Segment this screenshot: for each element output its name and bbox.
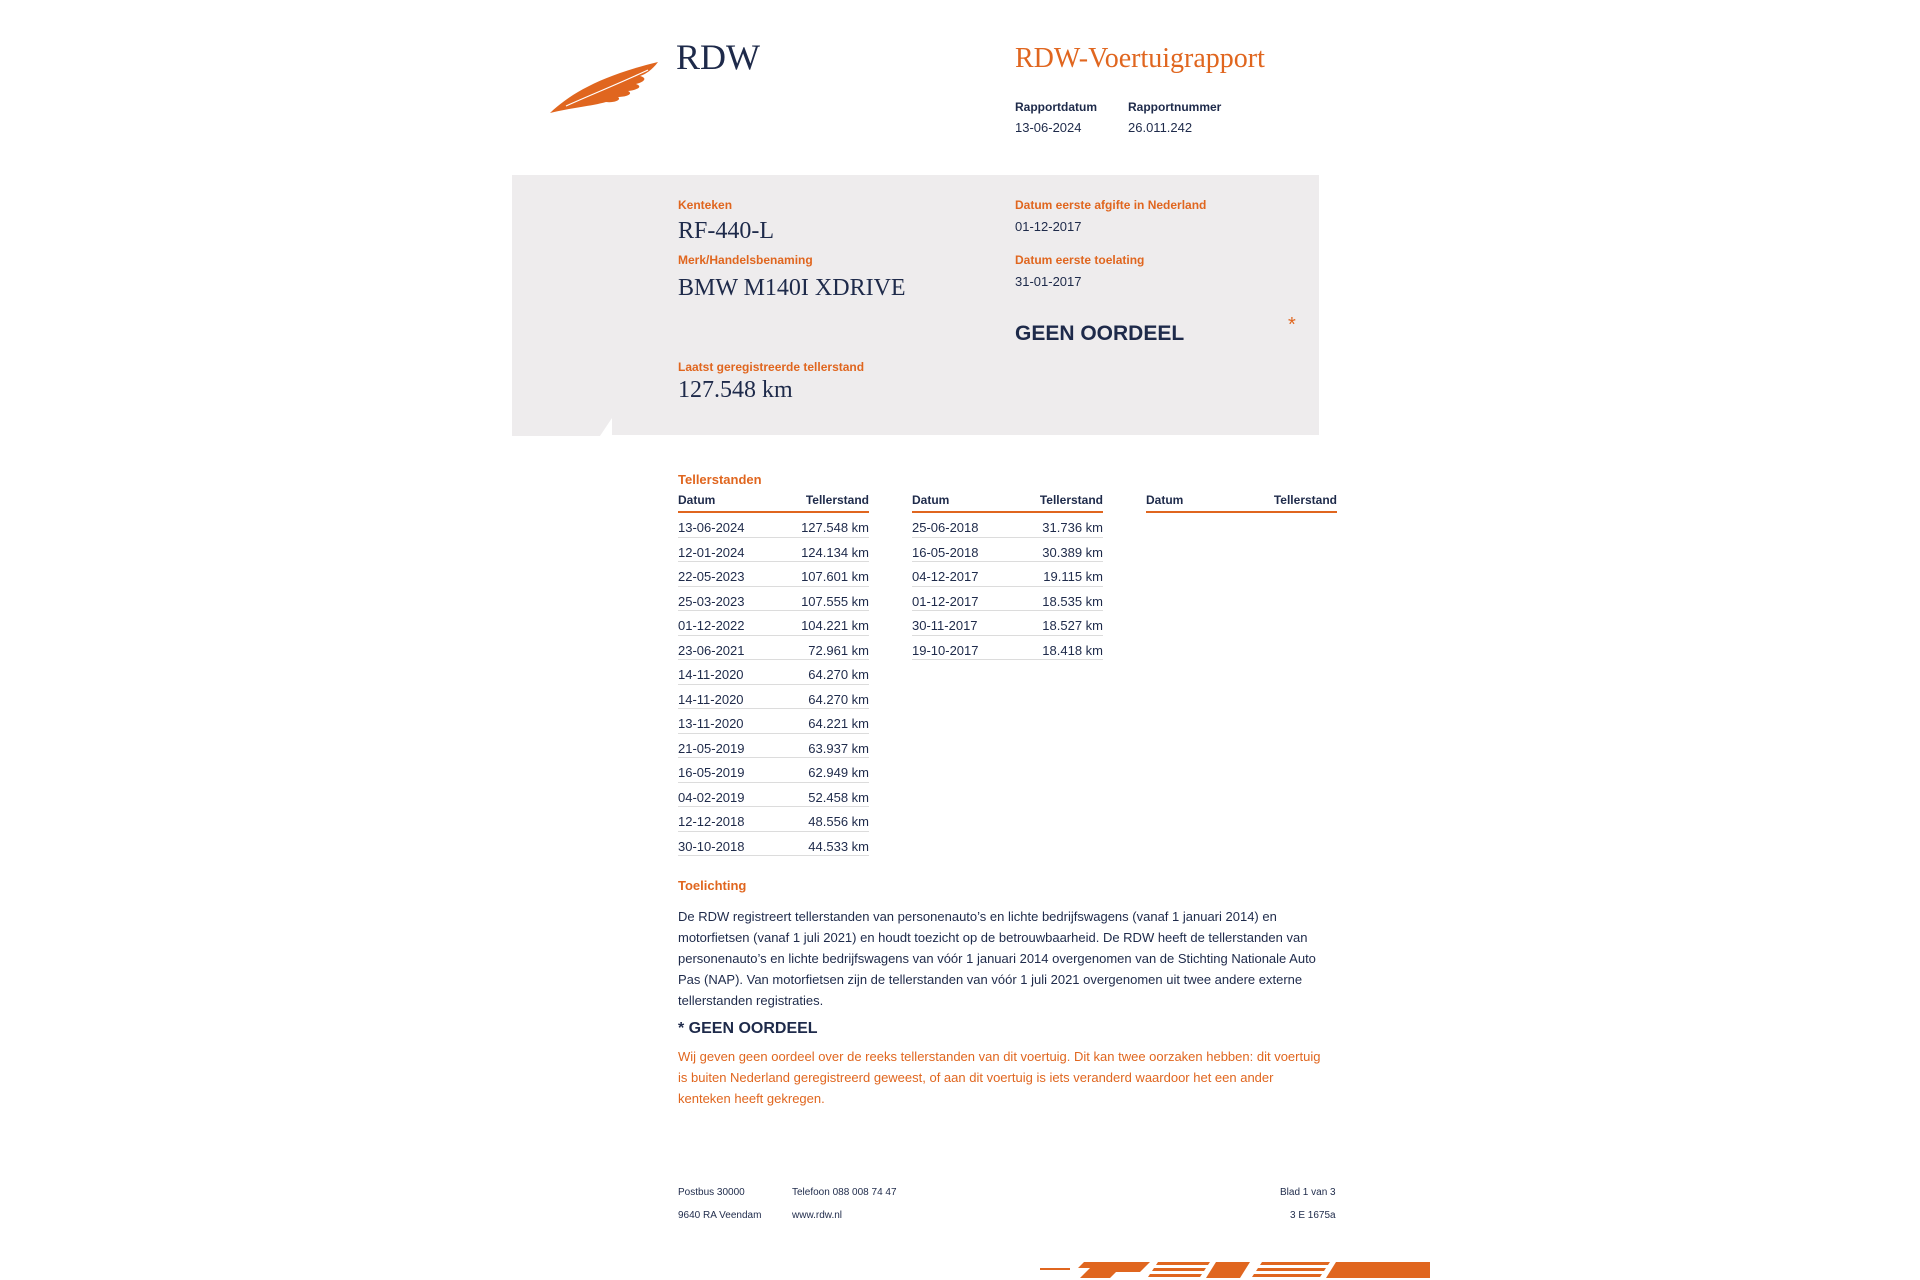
- odometer-value: 127.548 km: [678, 377, 793, 403]
- reading-row: [678, 562, 869, 587]
- readings-table-header: [678, 493, 869, 513]
- reading-date: 16-05-2018: [912, 544, 979, 560]
- report-number-label: Rapportnummer: [1128, 100, 1222, 114]
- rdw-stripes-icon: [1040, 1258, 1430, 1280]
- odometer-label: Laatst geregistreerde tellerstand: [678, 360, 865, 374]
- readings-rows-2: [912, 513, 1103, 660]
- reading-km: 124.134 km: [801, 544, 869, 560]
- col-reading-header: Tellerstand: [1273, 493, 1337, 507]
- report-title: RDW-Voertuigrapport: [1015, 43, 1265, 74]
- brand-name: RDW: [676, 37, 760, 77]
- reading-km: 62.949 km: [808, 765, 869, 780]
- reading-row: [678, 685, 869, 710]
- reading-km: 104.221 km: [801, 618, 869, 633]
- reading-row: [912, 538, 1103, 563]
- first-registration-nl-label: Datum eerste afgifte in Nederland: [1015, 198, 1207, 212]
- reading-row: [678, 832, 869, 857]
- plate-label: Kenteken: [678, 198, 733, 212]
- reading-row: [678, 587, 869, 612]
- reading-km: 44.533 km: [808, 838, 869, 854]
- reading-date: 22-05-2023: [678, 569, 745, 584]
- reading-date: 19-10-2017: [912, 642, 979, 658]
- readings-title: Tellerstanden: [678, 472, 762, 487]
- verdict-explanation: Wij geven geen oordeel over de reeks tellerstanden van dit voertuig. Dit kan twee oorzaken hebben: dit voertuig is buiten Nederland geregistreerd geweest, of aan dit voertuig is iets veranderd waardoor het een ander kenteken heeft gekregen.: [678, 1049, 1321, 1106]
- report-date-value: 13-06-2024: [1015, 120, 1082, 135]
- readings-table-2: [912, 493, 1103, 660]
- col-date-header: Datum: [912, 493, 950, 507]
- explanation-title: Toelichting: [678, 878, 747, 893]
- readings-table-header: [912, 493, 1103, 513]
- reading-km: 107.555 km: [801, 593, 869, 609]
- reading-km: 64.270 km: [808, 667, 869, 682]
- readings-table-1: [678, 493, 869, 856]
- reading-km: 18.418 km: [1042, 642, 1103, 658]
- verdict-heading: * GEEN OORDEEL: [678, 1020, 818, 1037]
- reading-row: [912, 513, 1103, 538]
- reading-row: [912, 636, 1103, 661]
- vehicle-info-panel: [512, 175, 1319, 435]
- reading-km: 64.221 km: [808, 716, 869, 731]
- col-reading-header: Tellerstand: [805, 493, 869, 507]
- readings-table-header: [1146, 493, 1337, 513]
- reading-km: 30.389 km: [1042, 544, 1103, 560]
- reading-row: [912, 562, 1103, 587]
- make-value: BMW M140I XDRIVE: [678, 275, 906, 301]
- rdw-feather-logo-icon: [548, 56, 664, 116]
- reading-row: [678, 734, 869, 759]
- panel-notch: [512, 418, 612, 436]
- reading-km: 107.601 km: [801, 569, 869, 584]
- reading-row: [678, 611, 869, 636]
- reading-date: 13-11-2020: [678, 716, 744, 731]
- reading-km: 127.548 km: [801, 520, 869, 535]
- footer-code: 3 E 1675a: [1290, 1210, 1336, 1221]
- reading-date: 12-01-2024: [678, 544, 745, 560]
- reading-km: 64.270 km: [808, 691, 869, 707]
- first-admission-value: 31-01-2017: [1015, 274, 1082, 289]
- footer-page-number: Blad 1 van 3: [1280, 1187, 1336, 1198]
- reading-date: 14-11-2020: [678, 691, 744, 707]
- reading-row: [678, 660, 869, 685]
- reading-date: 30-11-2017: [912, 618, 978, 633]
- reading-row: [678, 758, 869, 783]
- reading-date: 14-11-2020: [678, 667, 744, 682]
- reading-row: [678, 513, 869, 538]
- reading-row: [678, 709, 869, 734]
- footer-phone: Telefoon 088 008 74 47: [792, 1187, 897, 1198]
- reading-date: 25-03-2023: [678, 593, 745, 609]
- reading-date: 16-05-2019: [678, 765, 745, 780]
- reading-km: 72.961 km: [808, 642, 869, 658]
- reading-km: 31.736 km: [1042, 520, 1103, 535]
- reading-date: 01-12-2022: [678, 618, 745, 633]
- reading-date: 23-06-2021: [678, 642, 745, 658]
- reading-row: [912, 611, 1103, 636]
- reading-km: 19.115 km: [1043, 569, 1103, 584]
- col-date-header: Datum: [1146, 493, 1184, 507]
- reading-row: [912, 587, 1103, 612]
- verdict-asterisk: *: [1288, 314, 1296, 336]
- report-number-value: 26.011.242: [1128, 120, 1193, 135]
- make-label: Merk/Handelsbenaming: [678, 253, 813, 267]
- reading-date: 04-12-2017: [912, 569, 979, 584]
- report-date-label: Rapportdatum: [1015, 100, 1097, 114]
- col-date-header: Datum: [678, 493, 716, 507]
- footer-website[interactable]: www.rdw.nl: [792, 1210, 843, 1221]
- reading-date: 12-12-2018: [678, 814, 745, 829]
- footer-postbus: Postbus 30000: [678, 1187, 745, 1198]
- reading-km: 63.937 km: [808, 740, 869, 756]
- reading-date: 04-02-2019: [678, 789, 745, 805]
- reading-km: 48.556 km: [808, 814, 869, 829]
- explanation-body: De RDW registreert tellerstanden van personenauto’s en lichte bedrijfswagens (vanaf 1 januari 2014) en motorfietsen (vanaf 1 juli 2021) en houdt toezicht op de betrouwbaarheid. De RDW heeft de tellerstanden van personenauto’s en lichte bedrijfswagens van vóór 1 januari 2014 overgenomen van de Stichting Nationale Auto Pas (NAP). Van motorfietsen zijn de tellerstanden van vóór 1 juli 2021 overgenomen uit twee andere externe tellerstanden registraties.: [678, 909, 1316, 1008]
- footer-address: 9640 RA Veendam: [678, 1210, 762, 1221]
- reading-km: 18.535 km: [1042, 593, 1103, 609]
- reading-km: 52.458 km: [808, 789, 869, 805]
- reading-date: 01-12-2017: [912, 593, 979, 609]
- reading-row: [678, 807, 869, 832]
- readings-rows-1: [678, 513, 869, 856]
- col-reading-header: Tellerstand: [1039, 493, 1103, 507]
- reading-date: 30-10-2018: [678, 838, 745, 854]
- reading-row: [678, 783, 869, 808]
- reading-date: 21-05-2019: [678, 740, 745, 756]
- verdict-label: GEEN OORDEEL: [1015, 322, 1185, 345]
- readings-table-3: [1146, 493, 1337, 513]
- reading-date: 25-06-2018: [912, 520, 979, 535]
- reading-date: 13-06-2024: [678, 520, 745, 535]
- reading-row: [678, 538, 869, 563]
- reading-km: 18.527 km: [1042, 618, 1103, 633]
- first-admission-label: Datum eerste toelating: [1015, 253, 1145, 267]
- reading-row: [678, 636, 869, 661]
- plate-value: RF-440-L: [678, 218, 774, 244]
- first-registration-nl-value: 01-12-2017: [1015, 219, 1082, 234]
